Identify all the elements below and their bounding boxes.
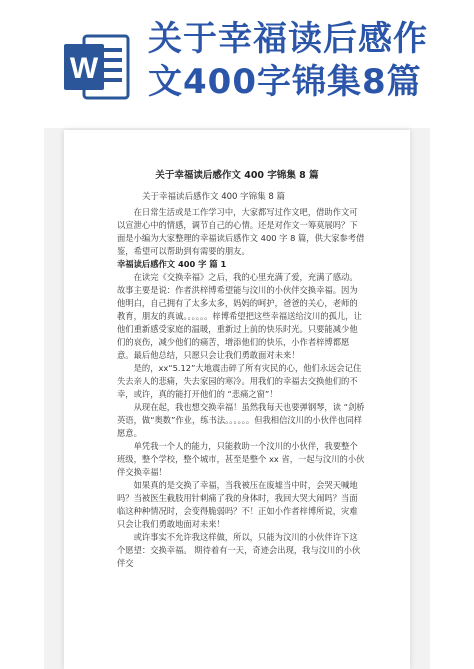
banner-title-line1: 关于幸福读后感作 [148,19,428,59]
paragraph-intro: 在日常生活或是工作学习中，大家都写过作文吧，借助作文可以宣泄心中的情感，调节自己的心情。还是对作文一筹莫展吗？下面是小编为大家整理的幸福读后感作文 400 字 8 篇，供大家参考借鉴，希望可以帮助到有需要的朋友。 [117,207,365,256]
paragraph: 单凭我一个人的能力，只能救助一个汶川的小伙伴，我要整个班级，整个学校，整个城市，甚至是整个 xx 省，一起与汶川的小伙伴交换幸福！ [117,441,365,477]
paragraph: 从现在起，我也想交换幸福！虽然我每天也要弹钢琴，读 “剑桥英语，做“奥数”作业，练书法。。。。。。但我相信汶川的小伙伴也同样愿意。 [117,402,365,438]
paragraph: 是的，xx“5.12”大地震击碎了所有灾民的心，他们永远会记住失去亲人的悲痛，失去家园的寒冷。用我们的幸福去交换他们的不幸，或许，真的能打开他们的 “悲痛之窗”！ [117,363,362,399]
paragraph: 在读完《交换幸福》之后，我的心里充满了爱，充满了感动。故事主要是说：作者洪梓博希望能与汶川的小伙伴交换幸福。因为他明白，自己拥有了太多太多，妈妈的呵护，爸爸的关心，老师的教育，朋友的真诚。。。。。。梓博希望把这些幸福送给汶川的孤儿，让他们重新感受家庭的温暖，重新过上前的快乐时光。只要能减少他们的哀伤，减少他们的痛苦，增添他们的快乐，小作者梓博都愿意。最后他总结，只愿只会让我们勇敢面对未来！ [117,272,362,360]
document-subtitle: 关于幸福读后感作文 400 字锦集 8 篇 [142,192,285,202]
document-page [64,130,410,669]
document-title: 关于幸福读后感作文 400 字锦集 8 篇 [155,170,319,181]
banner-title-line2: 文400字锦集8篇 [148,62,422,102]
paragraph: 如果真的是交换了幸福，当我被压在废墟当中时，会哭天喊地吗？当被医生截肢用针刺痛了我的身体时，我回大哭大闹吗？当面临这种种情况时，会变得脆弱吗？不！正如小作者梓博所说，灾难只会让我们勇敢地面对未来！ [117,480,358,529]
banner [0,0,474,128]
paragraph: 或许事实不允许我这样做，所以，只能为汶川的小伙伴许下这个愿望：交换幸福。 期待着有一天，奇迹会出现，我与汶川的小伙伴交 [117,532,361,568]
document-body [117,206,365,570]
banner-title [148,18,468,104]
word-icon [62,34,130,100]
section-heading: 幸福读后感作文 400 字 篇 1 [117,259,227,269]
word-icon-letter: W [69,52,99,85]
